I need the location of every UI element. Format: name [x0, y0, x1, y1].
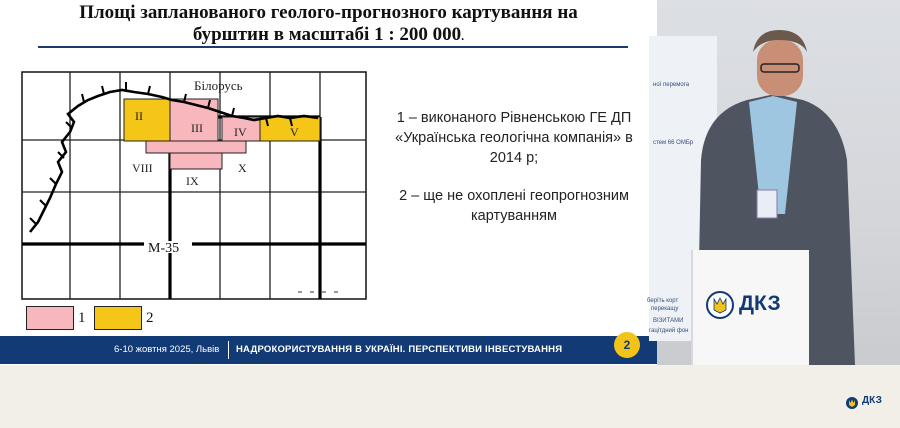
title-line-2	[0, 24, 657, 47]
area-II-fill	[124, 99, 170, 141]
footer-date: 6-10 жовтня 2025, Львів	[114, 344, 220, 355]
slide-footer	[0, 336, 657, 364]
trident-small-icon	[845, 396, 859, 410]
speaker-podium	[691, 250, 809, 365]
footer-separator	[228, 341, 229, 359]
title-line-2-text: бурштин в масштабі 1 : 200 000	[192, 24, 462, 45]
label-belarus: Білорусь	[194, 78, 243, 93]
podium-logo-text: ДКЗ	[739, 292, 781, 315]
legend-explanation	[380, 108, 648, 244]
slide-page-number: 2	[614, 332, 640, 358]
banner-text-5: ВІЗИТАМИ	[653, 318, 684, 324]
title-line-1: Площі запланованого геолого-прогнозного картування на	[79, 2, 578, 23]
banner-text-2: стем 66 ОМБр	[653, 140, 694, 146]
banner-text-3: берїть корт	[647, 298, 679, 304]
banner-text-6: гацітдний фон	[649, 328, 689, 334]
title-dot: .	[461, 29, 465, 43]
speaker-badge	[757, 190, 777, 218]
banner-text-4: перекащу	[651, 306, 679, 312]
map-figure	[22, 72, 366, 299]
legend-swatch-not-covered	[94, 306, 142, 330]
podium-logo	[705, 290, 795, 320]
explanation-item-2: 2 – ще не охоплені геопрогнозним картуванням	[399, 188, 629, 224]
corner-watermark-logo	[845, 394, 893, 412]
bottom-background	[0, 365, 900, 428]
corner-logo-text: ДКЗ	[862, 395, 882, 406]
label-area-X: X	[238, 161, 247, 175]
footer-conference-title: НАДРОКОРИСТУВАННЯ В УКРАЇНІ. ПЕРСПЕКТИВИ ІНВЕСТУВАННЯ	[236, 344, 563, 355]
legend-label-1: 1	[78, 310, 86, 326]
label-sheet-m35: M-35	[148, 241, 180, 256]
speaker-video-feed	[647, 0, 900, 365]
legend-swatch-completed	[26, 306, 74, 330]
label-area-V: V	[290, 125, 299, 139]
banner-text-1: ної перемога	[653, 82, 690, 88]
label-area-VIII: VIII	[132, 161, 153, 175]
map-legend	[22, 304, 222, 334]
area-pink-strip-1	[146, 141, 246, 153]
label-area-IX: IX	[186, 174, 199, 188]
speaker-face	[757, 40, 803, 96]
label-area-III: III	[191, 121, 203, 135]
explanation-item-1: 1 – виконаного Рівненською ГЕ ДП «Українська геологічна компанія» в 2014 р;	[395, 110, 633, 166]
area-IX-strip	[170, 153, 222, 169]
trident-emblem-icon	[705, 290, 735, 320]
label-area-II: II	[135, 109, 143, 123]
slide-title	[0, 2, 657, 47]
label-area-IV: IV	[234, 125, 247, 139]
title-divider	[38, 46, 628, 48]
legend-label-2: 2	[146, 310, 154, 326]
